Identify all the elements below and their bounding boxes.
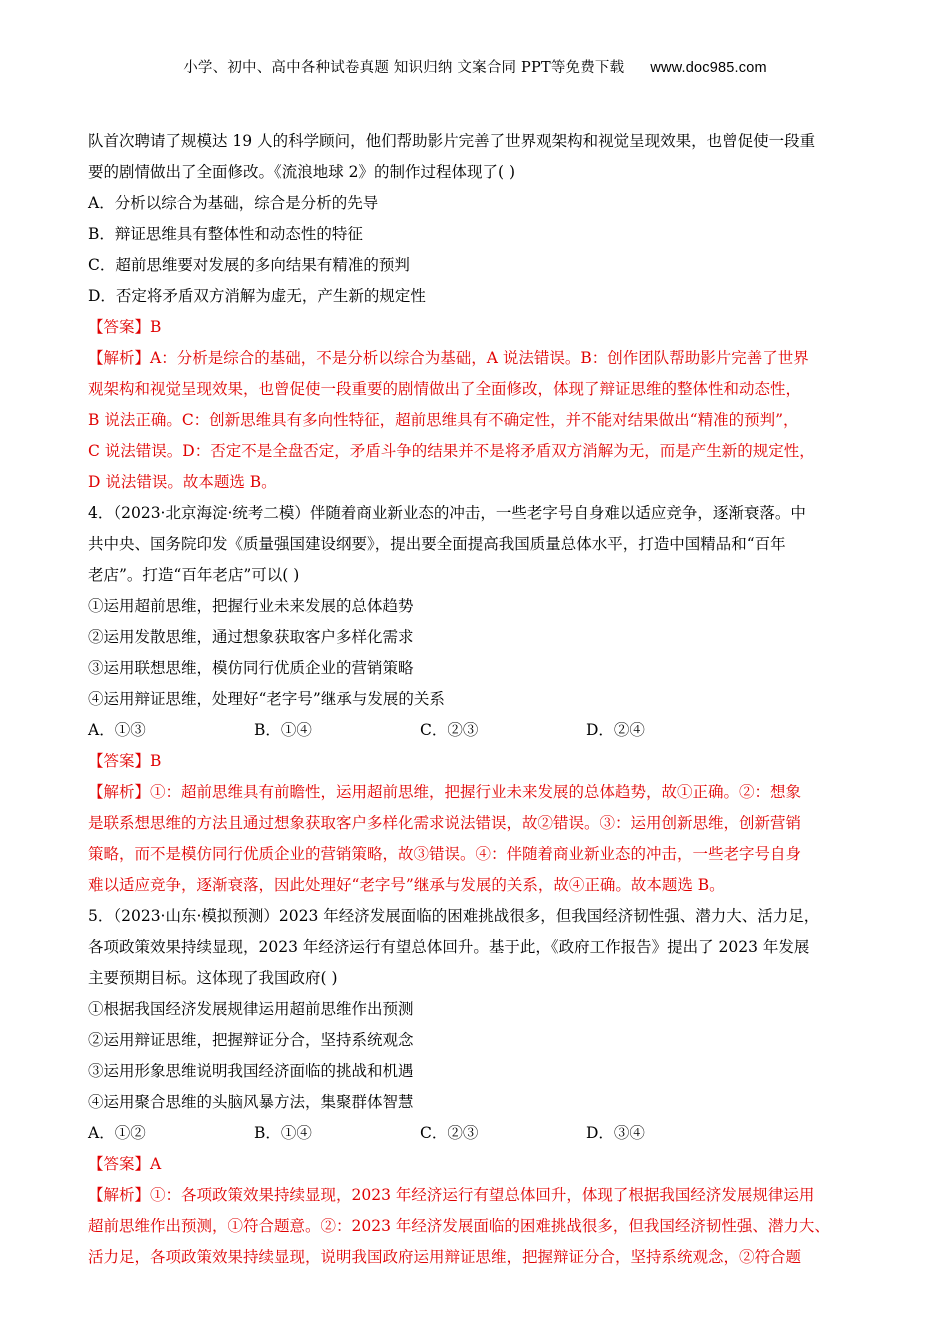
statement-3: ③运用形象思维说明我国经济面临的挑战和机遇 — [88, 1062, 414, 1080]
question-stem-line: 主要预期目标。这体现了我国政府( ) — [88, 969, 338, 987]
option-a: A．分析以综合为基础，综合是分析的先导 — [88, 194, 379, 212]
choice-b: B．①④ — [254, 721, 312, 739]
analysis-line: 是联系想思维的方法且通过想象获取客户多样化需求说法错误，故②错误。③：运用创新思维，创新营销 — [88, 814, 802, 832]
header-title: 小学、初中、高中各种试卷真题 知识归纳 文案合同 PPT等免费下载 — [183, 60, 625, 76]
document-body — [88, 126, 878, 1273]
option-d: D．否定将矛盾双方消解为虚无，产生新的规定性 — [88, 287, 426, 305]
choice-b: B．①④ — [254, 1124, 312, 1142]
choice-c: C．②③ — [420, 1124, 479, 1142]
option-b: B．辩证思维具有整体性和动态性的特征 — [88, 225, 363, 243]
question-stem-line: 5．（2023·山东·模拟预测）2023 年经济发展面临的困难挑战很多，但我国经济韧性强、潜力大、活力足， — [88, 907, 820, 925]
option-c: C．超前思维要对发展的多向结果有精准的预判 — [88, 256, 410, 274]
analysis-line: 【解析】A：分析是综合的基础，不是分析以综合为基础，A 说法错误。B：创作团队帮助影片完善了世界 — [88, 349, 809, 367]
choice-c: C．②③ — [420, 721, 479, 739]
choice-d: D．③④ — [586, 1124, 645, 1142]
question-3 — [88, 126, 878, 498]
statement-2: ②运用发散思维，通过想象获取客户多样化需求 — [88, 628, 414, 646]
analysis-line: B 说法正确。C：创新思维具有多向性特征，超前思维具有不确定性，并不能对结果做出“精准的预判”， — [88, 411, 799, 429]
analysis-line: 观架构和视觉呈现效果，也曾促使一段重要的剧情做出了全面修改，体现了辩证思维的整体性和动态性， — [88, 380, 802, 398]
analysis-line: 策略，而不是模仿同行优质企业的营销策略，故③错误。④：伴随着商业新业态的冲击，一些老字号自身 — [88, 845, 802, 863]
choice-row — [88, 1118, 878, 1149]
answer-label: 【答案】B — [88, 752, 162, 770]
question-stem-line: 要的剧情做出了全面修改。《流浪地球 2》的制作过程体现了( ) — [88, 163, 516, 181]
analysis-line: 超前思维作出预测，①符合题意。②：2023 年经济发展面临的困难挑战很多，但我国经济韧性强、潜力大、 — [88, 1217, 830, 1235]
choice-row — [88, 715, 878, 746]
question-stem-line: 老店”。打造“百年老店”可以( ) — [88, 566, 300, 584]
choice-a: A．①③ — [88, 721, 146, 739]
question-stem-line: 队首次聘请了规模达 19 人的科学顾问，他们帮助影片完善了世界观架构和视觉呈现效果，也曾促使一段重 — [88, 132, 816, 150]
analysis-line: 【解析】①：各项政策效果持续显现，2023 年经济运行有望总体回升，体现了根据我国经济发展规律运用 — [88, 1186, 815, 1204]
answer-label: 【答案】A — [88, 1155, 162, 1173]
answer-label: 【答案】B — [88, 318, 162, 336]
header-site-link[interactable]: www.doc985.com — [650, 60, 767, 76]
analysis-line: 难以适应竞争，逐渐衰落，因此处理好“老字号”继承与发展的关系，故④正确。故本题选 B。 — [88, 876, 725, 894]
question-stem-line: 4．（2023·北京海淀·统考二模）伴随着商业新业态的冲击，一些老字号自身难以适应竞争，逐渐衰落。中 — [88, 504, 806, 522]
question-stem-line: 共中央、国务院印发《质量强国建设纲要》，提出要全面提高我国质量总体水平，打造中国精品和“百年 — [88, 535, 786, 553]
statement-3: ③运用联想思维，模仿同行优质企业的营销策略 — [88, 659, 414, 677]
analysis-line: D 说法错误。故本题选 B。 — [88, 473, 277, 491]
question-4 — [88, 498, 878, 901]
page-header — [0, 56, 950, 77]
analysis-line: 【解析】①：超前思维具有前瞻性，运用超前思维，把握行业未来发展的总体趋势，故①正确。②：想象 — [88, 783, 802, 801]
analysis-line: 活力足，各项政策效果持续显现，说明我国政府运用辩证思维，把握辩证分合，坚持系统观念，②符合题 — [88, 1248, 802, 1266]
statement-1: ①根据我国经济发展规律运用超前思维作出预测 — [88, 1000, 414, 1018]
question-stem-line: 各项政策效果持续显现，2023 年经济运行有望总体回升。基于此，《政府工作报告》提出了 2023 年发展 — [88, 938, 810, 956]
question-5 — [88, 901, 878, 1273]
analysis-line: C 说法错误。D：否定不是全盘否定，矛盾斗争的结果并不是将矛盾双方消解为无，而是产生新的规定性， — [88, 442, 815, 460]
statement-1: ①运用超前思维，把握行业未来发展的总体趋势 — [88, 597, 414, 615]
statement-2: ②运用辩证思维，把握辩证分合，坚持系统观念 — [88, 1031, 414, 1049]
choice-d: D．②④ — [586, 721, 645, 739]
statement-4: ④运用聚合思维的头脑风暴方法，集聚群体智慧 — [88, 1093, 414, 1111]
choice-a: A．①② — [88, 1124, 146, 1142]
statement-4: ④运用辩证思维，处理好“老字号”继承与发展的关系 — [88, 690, 445, 708]
